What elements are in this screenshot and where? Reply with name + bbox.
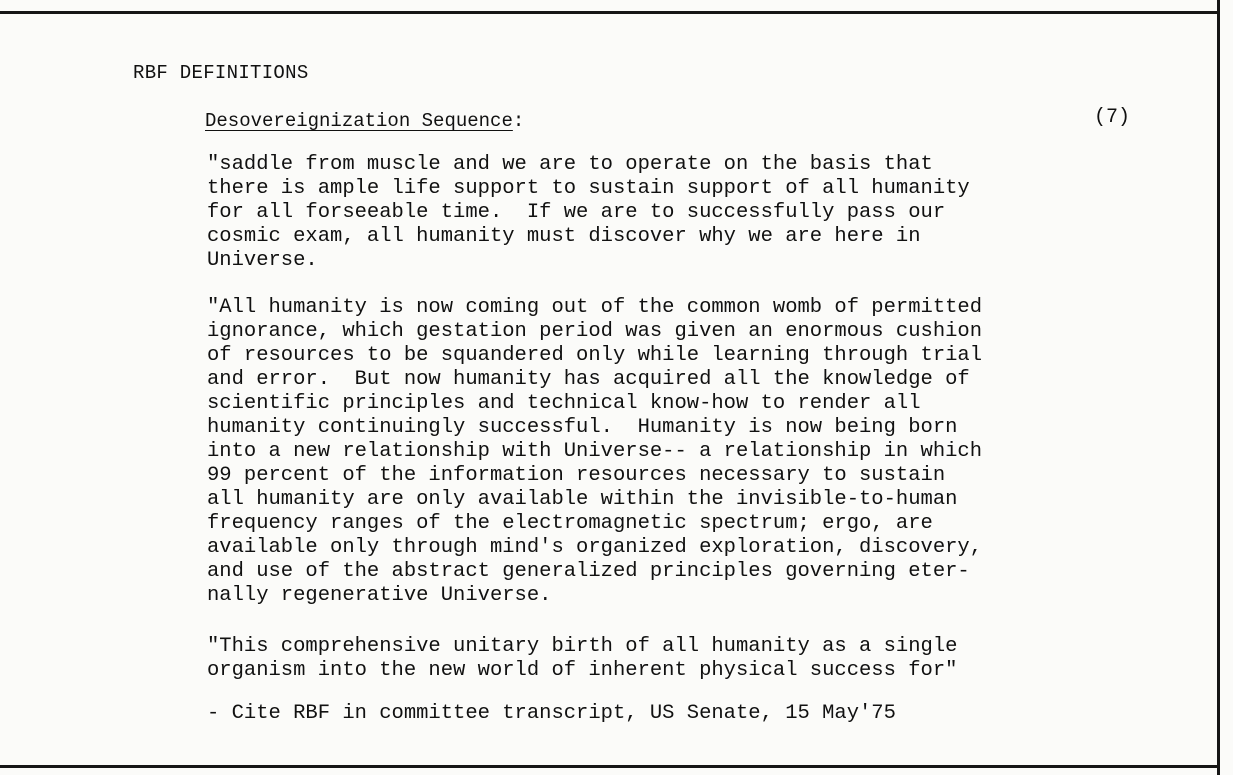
paragraph-line: all humanity are only available within the invisible-to-human <box>207 488 958 511</box>
paragraph-line: humanity continuingly successful. Humanity is now being born <box>207 416 958 439</box>
paragraph-line: and error. But now humanity has acquired all the knowledge of <box>207 368 970 391</box>
paragraph-line: of resources to be squandered only while learning through trial <box>207 344 983 367</box>
paragraph-line: frequency ranges of the electromagnetic spectrum; ergo, are <box>207 512 933 535</box>
section-title-colon: : <box>512 110 525 132</box>
section-title <box>205 110 524 132</box>
quote-paragraph-2 <box>207 296 1127 608</box>
frame-right-rule <box>1217 0 1220 775</box>
paragraph-line: 99 percent of the information resources necessary to sustain <box>207 464 946 487</box>
quote-paragraph-3 <box>207 635 1127 683</box>
citation: - Cite RBF in committee transcript, US Senate, 15 May'75 <box>207 702 896 725</box>
paragraph-line: Universe. <box>207 249 318 272</box>
frame-bottom-rule <box>0 765 1220 768</box>
section-title-text: Desovereignization Sequence <box>205 110 513 132</box>
page-number: (7) <box>1094 106 1131 129</box>
paragraph-line: there is ample life support to sustain support of all humanity <box>207 177 970 200</box>
paragraph-line: nally regenerative Universe. <box>207 584 552 607</box>
paragraph-line: organism into the new world of inherent physical success for" <box>207 659 958 682</box>
paragraph-line: for all forseeable time. If we are to successfully pass our <box>207 201 946 224</box>
paragraph-line: cosmic exam, all humanity must discover why we are here in <box>207 225 921 248</box>
paragraph-line: "All humanity is now coming out of the common womb of permitted <box>207 296 983 319</box>
document-heading: RBF DEFINITIONS <box>133 62 309 84</box>
paragraph-line: "This comprehensive unitary birth of all humanity as a single <box>207 635 958 658</box>
quote-paragraph-1 <box>207 153 1127 273</box>
paragraph-line: ignorance, which gestation period was given an enormous cushion <box>207 320 983 343</box>
paragraph-line: scientific principles and technical know-how to render all <box>207 392 921 415</box>
paragraph-line: available only through mind's organized exploration, discovery, <box>207 536 983 559</box>
paragraph-line: into a new relationship with Universe-- a relationship in which <box>207 440 983 463</box>
paragraph-line: and use of the abstract generalized principles governing eter- <box>207 560 970 583</box>
paragraph-line: "saddle from muscle and we are to operate on the basis that <box>207 153 933 176</box>
